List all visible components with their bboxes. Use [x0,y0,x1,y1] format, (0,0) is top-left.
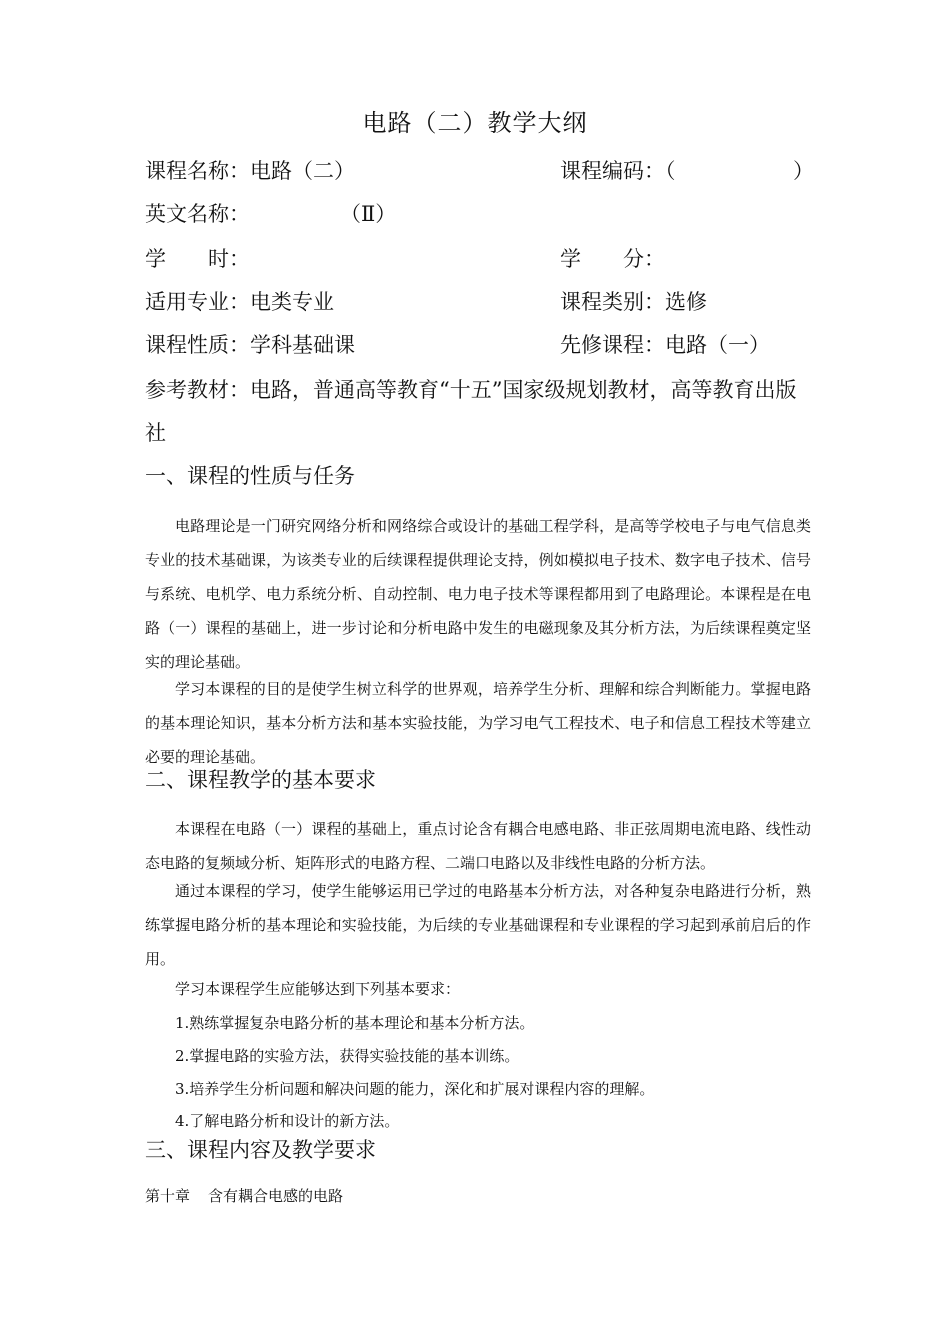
prerequisite-row [560,330,770,360]
section2-paragraph-1: 本课程在电路（一）课程的基础上，重点讨论含有耦合电感电路、非正弦周期电流电路、线性动态电路的复频域分析、矩阵形式的电路方程、二端口电路以及非线性电路的分析方法。 [145,820,811,872]
chapter-number: 第十章 [145,1187,191,1205]
english-name-label: 英文名称： [145,202,250,226]
nature-label: 课程性质： [145,333,250,357]
major-row [145,287,334,317]
hours-row [145,244,250,274]
requirement-item: 2.掌握电路的实验方法，获得实验技能的基本训练。 [175,1047,520,1065]
section1-paragraph-2: 学习本课程的目的是使学生树立科学的世界观，培养学生分析、理解和综合判断能力。掌握电路的基本理论知识，基本分析方法和基本实验技能，为学习电气工程技术、电子和信息工程技术等建立必要的理论基础。 [145,680,811,766]
english-name-value: （Ⅱ） [340,202,397,226]
section1-heading: 一、课程的性质与任务 [145,464,355,488]
course-code-row [560,156,676,186]
section2-paragraph-2: 通过本课程的学习，使学生能够运用已学过的电路基本分析方法，对各种复杂电路进行分析，熟练掌握电路分析的基本理论和实验技能，为后续的专业基础课程和专业课程的学习起到承前启后的作用。 [145,882,811,968]
english-name-row [145,199,396,229]
major-label: 适用专业： [145,290,250,314]
category-value: 选修 [665,290,707,314]
course-code-label: 课程编码： [560,159,665,183]
requirement-item: 4.了解电路分析和设计的新方法。 [175,1112,400,1130]
nature-value: 学科基础课 [250,333,355,357]
nature-row [145,330,355,360]
requirement-item: 1.熟练掌握复杂电路分析的基本理论和基本分析方法。 [175,1014,535,1032]
section1-paragraph-1: 电路理论是一门研究网络分析和网络综合或设计的基础工程学科，是高等学校电子与电气信息类专业的技术基础课，为该类专业的后续课程提供理论支持，例如模拟电子技术、数字电子技术、信号与系统、电机学、电力系统分析、自动控制、电力电子技术等课程都用到了电路理论。本课程是在电路（一）课程的基础上，进一步讨论和分析电路中发生的电磁现象及其分析方法，为后续课程奠定坚实的理论基础。 [145,517,811,671]
category-row [560,287,707,317]
major-value: 电类专业 [250,290,334,314]
requirement-item: 3.培养学生分析问题和解决问题的能力，深化和扩展对课程内容的理解。 [175,1080,655,1098]
category-label: 课程类别： [560,290,665,314]
chapter-title: 含有耦合电感的电路 [208,1187,344,1205]
course-code-value: （ [665,159,676,183]
section2-intro: 学习本课程学生应能够达到下列基本要求： [175,980,461,998]
hours-label: 学 时： [145,247,250,271]
prerequisite-label: 先修课程： [560,333,665,357]
course-code-close: ） [793,159,814,183]
chapter-heading [145,1181,343,1211]
section3-heading: 三、课程内容及教学要求 [145,1138,376,1162]
course-name-value: 电路（二） [250,159,355,183]
section2-heading: 二、课程教学的基本要求 [145,768,376,792]
credits-row [560,244,665,274]
reference-text: 参考教材：电路，普通高等教育“十五”国家级规划教材，高等教育出版社 [145,378,797,445]
document-title: 电路（二）教学大纲 [362,109,588,137]
prerequisite-value: 电路（一） [665,333,770,357]
credits-label: 学 分： [560,247,665,271]
course-name-label: 课程名称： [145,159,250,183]
course-name-row [145,156,355,186]
